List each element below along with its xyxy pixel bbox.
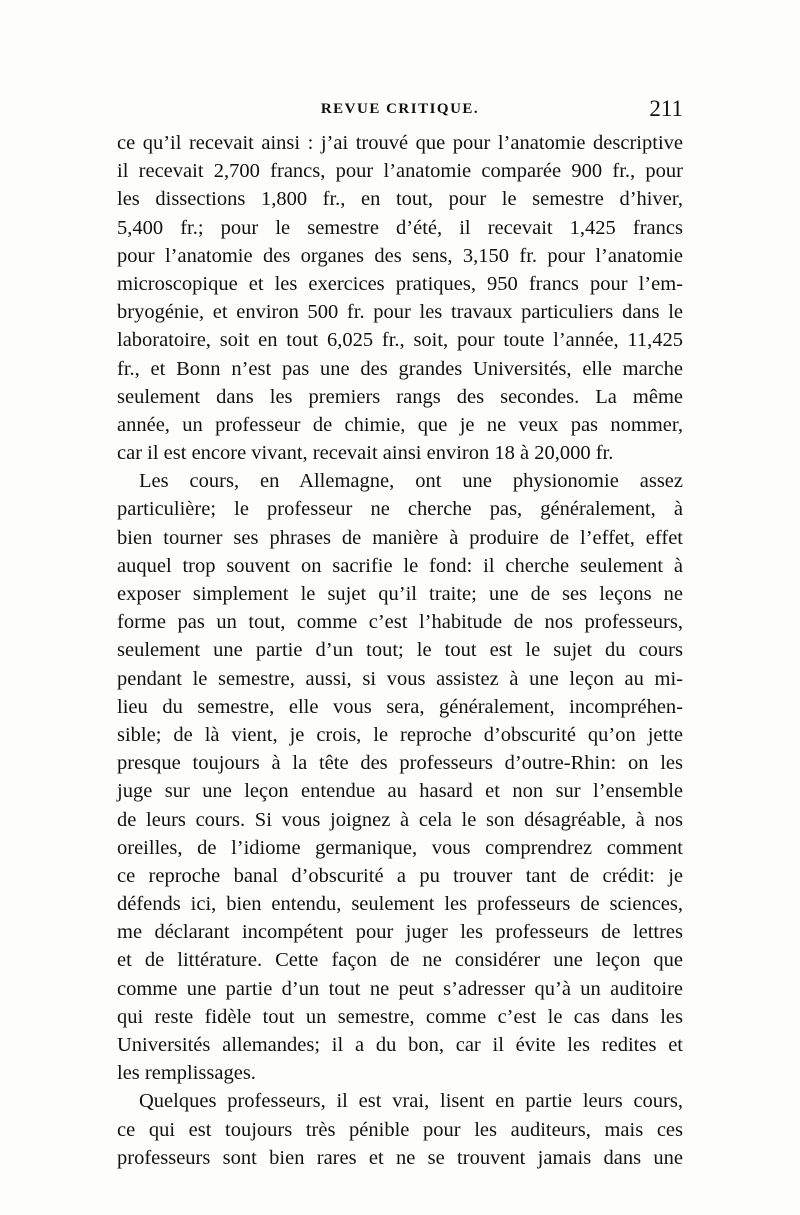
text-line: Les cours, en Allemagne, ont une physionomie assez [139,470,683,493]
text-line: fr., et Bonn n’est pas une des grandes Universités, elle marche [117,357,683,380]
paragraph-3 [117,1087,683,1172]
text-line: auquel trop souvent on sacrifie le fond: il cherche seulement à [117,554,683,577]
paragraph-1 [117,129,683,467]
text-line: il recevait 2,700 francs, pour l’anatomie comparée 900 fr., pour [117,160,683,183]
text-line: forme pas un tout, comme c’est l’habitude de nos professeurs, [117,611,683,634]
text-line: comme une partie d’un tout ne peut s’adresser qu’à un auditoire [117,977,683,1000]
text-line: ce qu’il recevait ainsi : j’ai trouvé que pour l’anatomie descriptive [117,132,683,154]
text-line: presque toujours à la tête des professeurs d’outre-Rhin: on les [117,752,683,775]
text-line: sible; de là vient, je crois, le reproche d’obscurité qu’on jette [117,723,683,746]
text-line: de leurs cours. Si vous joignez à cela le son désagréable, à nos [117,808,683,831]
text-line: ce reproche banal d’obscurité a pu trouver tant de crédit: je [117,864,683,887]
text-line: professeurs sont bien rares et ne se trouvent jamais dans une [117,1146,683,1169]
text-line: bryogénie, et environ 500 fr. pour les travaux particuliers dans le [117,301,683,324]
text-line: les remplissages. [117,1062,256,1085]
text-line: et de littérature. Cette façon de ne considérer une leçon que [117,949,683,972]
text-line: car il est encore vivant, recevait ainsi environ 18 à 20,000 fr. [117,442,614,465]
text-line: année, un professeur de chimie, que je ne veux pas nommer, [117,413,683,436]
text-line: me déclarant incompétent pour juger les professeurs de lettres [117,921,683,944]
text-line: seulement une partie d’un tout; le tout est le sujet du cours [117,639,683,662]
text-line: juge sur une leçon entendue au hasard et non sur l’ensemble [117,780,683,803]
text-line: pour l’anatomie des organes des sens, 3,150 fr. pour l’anatomie [117,244,683,267]
text-line: lieu du semestre, elle vous sera, généralement, incompréhen- [117,695,683,718]
text-line: laboratoire, soit en tout 6,025 fr., soit, pour toute l’année, 11,425 [117,329,683,352]
text-line: les dissections 1,800 fr., en tout, pour le semestre d’hiver, [117,188,683,211]
body-text [117,129,683,1172]
text-line: Universités allemandes; il a du bon, car il évite les redites et [117,1034,683,1056]
text-line: particulière; le professeur ne cherche pas, généralement, à [117,498,683,521]
page-header [117,96,683,126]
running-head: REVUE CRITIQUE. [320,101,480,117]
text-line: défends ici, bien entendu, seulement les professeurs de sciences, [117,893,683,916]
text-line: microscopique et les exercices pratiques, 950 francs pour l’em- [117,272,683,295]
text-line: Quelques professeurs, il est vrai, lisent en partie leurs cours, [139,1090,683,1113]
text-line: qui reste fidèle tout un semestre, comme c’est le cas dans les [117,1005,683,1028]
text-line: pendant le semestre, aussi, si vous assistez à une leçon au mi- [117,667,683,690]
page-number: 211 [649,96,683,121]
text-line: seulement dans les premiers rangs des secondes. La même [117,385,683,408]
text-line: ce qui est toujours très pénible pour les auditeurs, mais ces [117,1118,683,1141]
paragraph-2 [117,467,683,1087]
text-line: 5,400 fr.; pour le semestre d’été, il recevait 1,425 francs [117,216,683,239]
text-line: oreilles, de l’idiome germanique, vous comprendrez comment [117,836,683,859]
text-line: bien tourner ses phrases de manière à produire de l’effet, effet [117,526,683,549]
text-line: exposer simplement le sujet qu’il traite; une de ses leçons ne [117,583,683,605]
